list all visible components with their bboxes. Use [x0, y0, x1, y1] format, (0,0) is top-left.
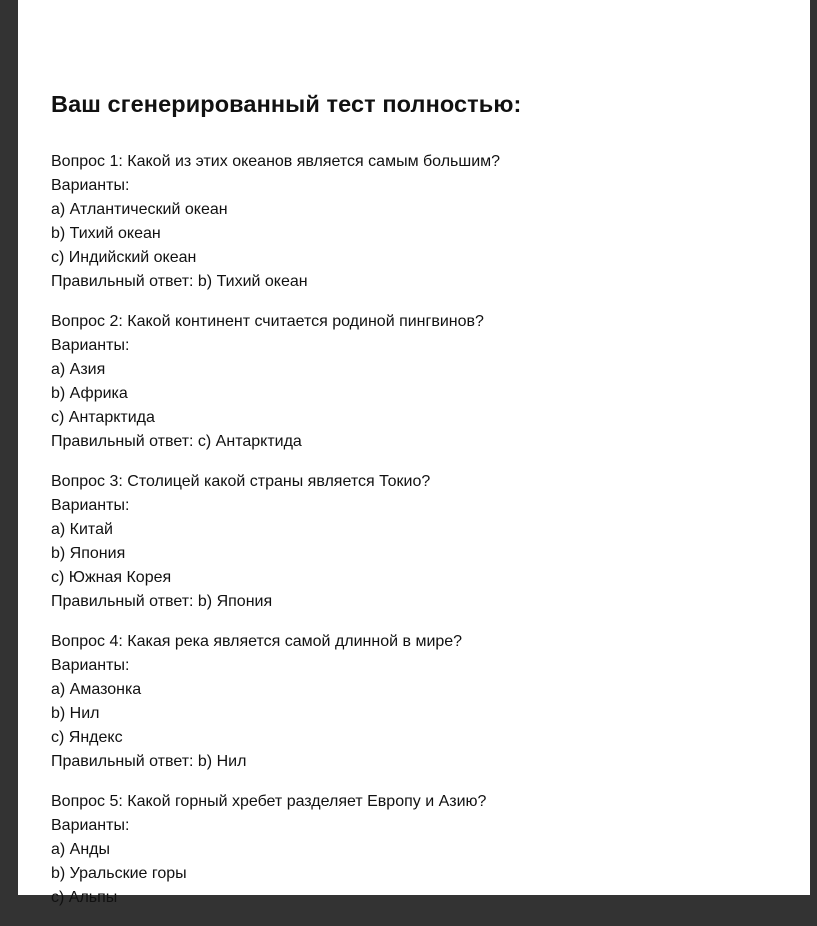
option-a: a) Атлантический океан	[51, 201, 228, 218]
document-content	[51, 88, 791, 926]
correct-answer: Правильный ответ: b) Япония	[51, 593, 273, 610]
correct-answer: Правильный ответ: b) Нил	[51, 753, 247, 770]
question-block-3	[51, 470, 791, 614]
correct-answer: Правильный ответ: c) Антарктида	[51, 433, 302, 450]
question-block-5	[51, 790, 791, 910]
option-a: a) Амазонка	[51, 681, 142, 698]
option-b: b) Тихий океан	[51, 225, 161, 242]
option-c: c) Индийский океан	[51, 249, 197, 266]
option-c: c) Альпы	[51, 889, 118, 906]
question-block-1	[51, 150, 791, 294]
correct-answer: Правильный ответ: b) Тихий океан	[51, 273, 308, 290]
option-a: a) Азия	[51, 361, 106, 378]
option-c: c) Яндекс	[51, 729, 123, 746]
question-text: Вопрос 1: Какой из этих океанов является самым большим?	[51, 153, 501, 170]
option-c: c) Южная Корея	[51, 569, 172, 586]
option-b: b) Япония	[51, 545, 126, 562]
option-c: c) Антарктида	[51, 409, 155, 426]
question-text: Вопрос 4: Какая река является самой длинной в мире?	[51, 633, 463, 650]
options-label: Варианты:	[51, 497, 130, 514]
document-page	[18, 0, 810, 906]
options-label: Варианты:	[51, 337, 130, 354]
question-text: Вопрос 2: Какой континент считается родиной пингвинов?	[51, 313, 484, 330]
question-block-4	[51, 630, 791, 774]
option-b: b) Нил	[51, 705, 100, 722]
option-b: b) Уральские горы	[51, 865, 187, 882]
question-text: Вопрос 3: Столицей какой страны является Токио?	[51, 473, 431, 490]
option-b: b) Африка	[51, 385, 128, 402]
options-label: Варианты:	[51, 177, 130, 194]
question-text: Вопрос 5: Какой горный хребет разделяет Европу и Азию?	[51, 793, 487, 810]
options-label: Варианты:	[51, 817, 130, 834]
option-a: a) Анды	[51, 841, 111, 858]
option-a: a) Китай	[51, 521, 113, 538]
page-title: Ваш сгенерированный тест полностью:	[51, 91, 522, 117]
options-label: Варианты:	[51, 657, 130, 674]
question-block-2	[51, 310, 791, 454]
